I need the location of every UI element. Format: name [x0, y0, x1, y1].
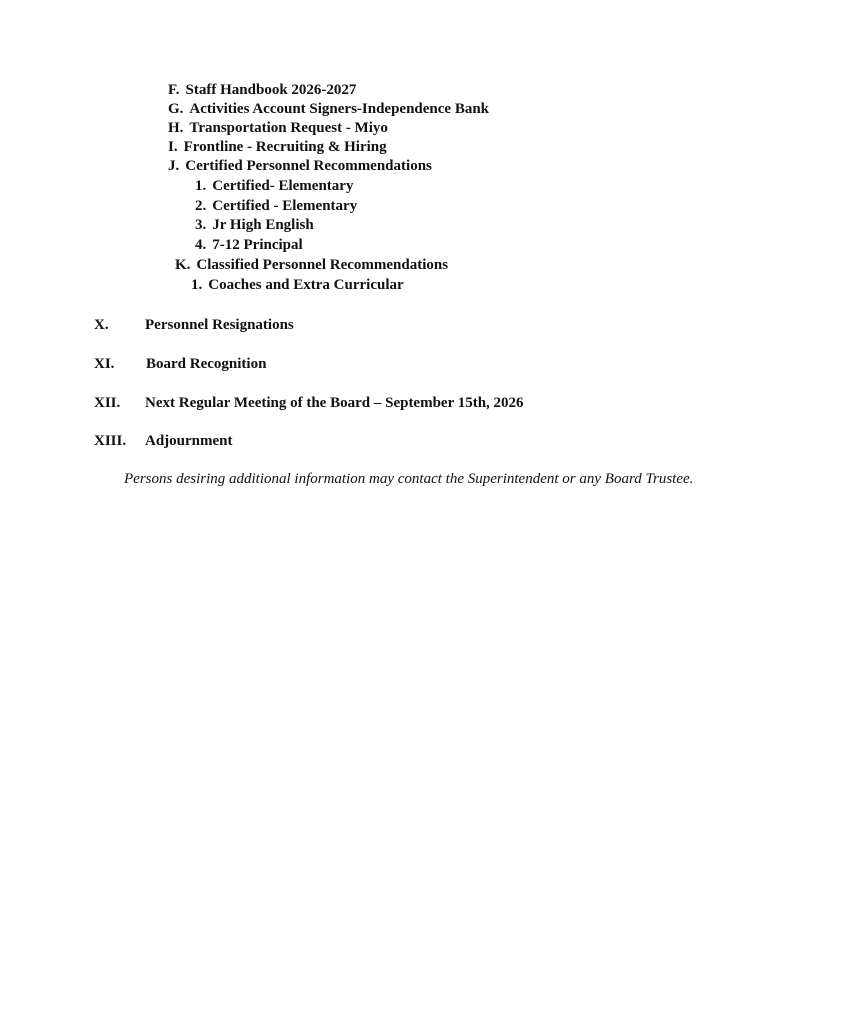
section-numeral: XI.	[94, 356, 115, 372]
item-marker: 4.	[195, 237, 207, 253]
item-text: Staff Handbook 2026-2027	[185, 82, 357, 98]
item-marker: 1.	[191, 277, 203, 293]
item-marker: 2.	[195, 198, 207, 214]
section-title: Next Regular Meeting of the Board – September 15th, 2026	[145, 395, 524, 411]
item-text: Frontline - Recruiting & Hiring	[183, 139, 387, 155]
agenda-item-h	[168, 119, 388, 137]
agenda-item-j	[168, 157, 432, 175]
item-text: Classified Personnel Recommendations	[196, 257, 449, 273]
footer-note: Persons desiring additional information may contact the Superintendent or any Board Trustee.	[124, 471, 694, 487]
item-text: Certified - Elementary	[212, 198, 358, 214]
agenda-item-f	[168, 81, 356, 99]
agenda-subitem-j3	[195, 216, 314, 234]
agenda-item-i	[168, 138, 387, 156]
item-text: 7-12 Principal	[212, 237, 303, 253]
item-marker: H.	[168, 120, 184, 136]
section-title: Personnel Resignations	[145, 317, 294, 333]
section-title: Adjournment	[145, 433, 233, 449]
item-text: Coaches and Extra Curricular	[208, 277, 404, 293]
section-title: Board Recognition	[146, 356, 267, 372]
section-numeral: X.	[94, 317, 109, 333]
agenda-item-k	[175, 256, 448, 274]
item-text: Certified Personnel Recommendations	[185, 158, 432, 174]
item-text: Transportation Request - Miyo	[189, 120, 388, 136]
section-numeral: XIII.	[94, 433, 127, 449]
agenda-subitem-j2	[195, 197, 357, 215]
item-marker: K.	[175, 257, 191, 273]
item-marker: J.	[168, 158, 180, 174]
item-marker: F.	[168, 82, 180, 98]
item-text: Certified- Elementary	[212, 178, 354, 194]
agenda-subitem-j4	[195, 236, 303, 254]
item-marker: 3.	[195, 217, 207, 233]
item-text: Activities Account Signers-Independence Bank	[189, 101, 490, 117]
agenda-item-g	[168, 100, 489, 118]
item-marker: G.	[168, 101, 184, 117]
item-text: Jr High English	[212, 217, 314, 233]
agenda-subitem-k1	[191, 276, 404, 294]
agenda-subitem-j1	[195, 177, 353, 195]
item-marker: 1.	[195, 178, 207, 194]
item-marker: I.	[168, 139, 178, 155]
section-numeral: XII.	[94, 395, 121, 411]
